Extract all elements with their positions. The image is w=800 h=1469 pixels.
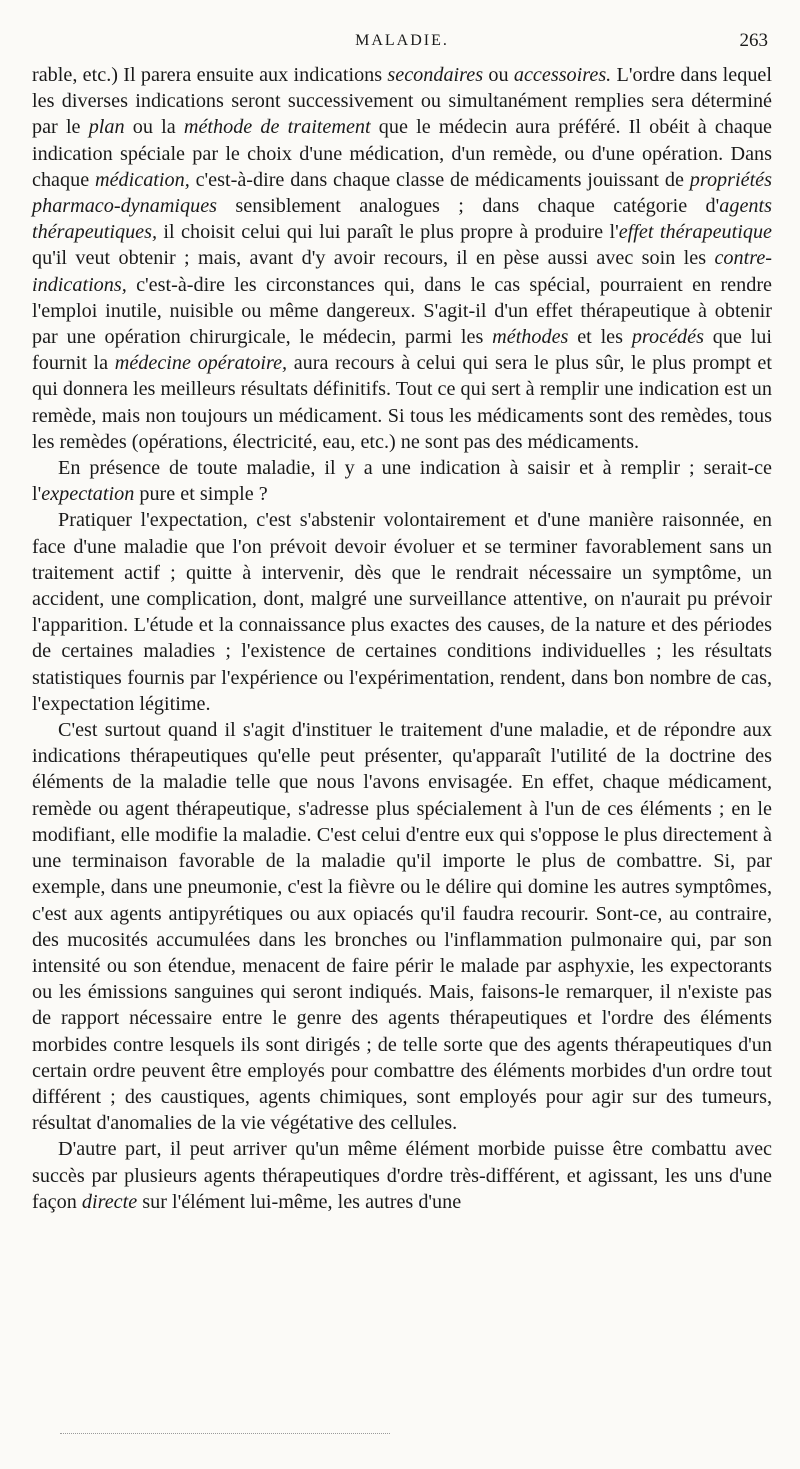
text-run: C'est surtout quand il s'agit d'instituer le traitement d'une maladie, et de répondre aux indications thérapeutiques qu'elle peut présenter, qu'apparaît l'utilité de la doctrine des éléments de la maladie telle que nous l'avons envisagée. En effet, chaque médicament, remède ou agent thérapeutique, s'adresse plus spécialement à l'un de ces éléments ; en le modifiant, elle modifie la maladie. C'est celui d'entre eux qui s'oppose le plus directement à une terminaison favorable de la maladie qu'il importe le plus de combattre. Si, par exemple, dans une pneumonie, c'est la fièvre ou le délire qui domine les autres symptômes, c'est aux agents antipyrétiques ou aux opiacés qu'il faudra recourir. Sont-ce, au contraire, des mucosités accumulées dans les bronches ou l'inflammation pulmonaire qui, par son intensité ou son étendue, menacent de faire périr le malade par asphyxie, les expectorants ou les émissions sanguines qui seront indiqués. Mais, faisons-le remarquer, il n'existe pas de rapport nécessaire entre le genre des agents thérapeutiques et l'ordre des éléments morbides contre lesquels ils sont dirigés ; de telle sorte que des agents thérapeutiques d'un certain ordre peuvent être employés pour combattre des éléments morbides d'un ordre tout différent ; des caustiques, agents chimiques, sont employés pour agir sur des tumeurs, résultat d'anomalies de la vie végétative des cellules. xyxy=(32,719,772,1135)
text-run: D'autre part, il peut arriver qu'un même élément morbide puisse être combattu avec succès par plusieurs agents thérapeutiques d'ordre très-différent, et agissant, les uns d'une façon xyxy=(32,1138,772,1213)
page-number: 263 xyxy=(739,30,768,51)
footer-rule xyxy=(60,1433,390,1434)
italic-text: accessoires. xyxy=(513,64,612,86)
paragraph xyxy=(32,507,772,717)
text-run: pure et simple ? xyxy=(134,483,268,506)
text-run: qu'il veut obtenir ; mais, avant d'y avoir recours, il en pèse aussi avec soin les xyxy=(32,247,715,270)
paragraph xyxy=(32,455,772,507)
italic-text: méthodes xyxy=(492,326,569,349)
body-text xyxy=(32,62,772,1215)
italic-text: procédés xyxy=(631,326,704,349)
text-run: aura recours à celui qui sera le plus sûr, le plus prompt et qui donnera les meilleurs résultats définitifs. Tout ce qui sert à remplir une indication est un remède, mais non toujours un médicament. Si tous les médicaments sont des remèdes, tous les remèdes (opérations, électricité, eau, etc.) ne sont pas des médicaments. xyxy=(32,352,772,453)
text-run: ou la xyxy=(124,116,184,139)
paragraph xyxy=(32,62,772,455)
paragraph xyxy=(32,717,772,1136)
text-run: rable, etc.) Il parera ensuite aux indications xyxy=(32,64,388,86)
running-title: MALADIE. xyxy=(355,32,449,49)
italic-text: plan xyxy=(88,116,125,139)
italic-text: agents thérapeutiques, xyxy=(32,195,772,244)
italic-text: directe xyxy=(81,1190,138,1213)
book-page xyxy=(32,0,772,1469)
text-run: En présence de toute maladie, il y a une indication à saisir et à remplir ; serait-ce l' xyxy=(32,457,772,506)
text-run: il choisit celui qui lui paraît le plus propre à produire l' xyxy=(157,221,619,244)
paragraph xyxy=(32,1136,772,1215)
italic-text: secondaires xyxy=(387,64,484,86)
text-run: que lui fournit la xyxy=(32,326,772,375)
italic-text: médication, xyxy=(95,168,190,191)
text-run: sensiblement analogues ; dans chaque catégorie d' xyxy=(217,195,720,218)
page-header xyxy=(32,30,772,54)
text-run: c'est-à-dire les circonstances qui, dans le cas spécial, pourraient en rendre l'emploi inutile, nuisible ou même dangereux. S'agit-il d'un effet thérapeutique à obtenir par une opération chirurgicale, le médecin, parmi les xyxy=(32,273,772,349)
text-run: Pratiquer l'expectation, c'est s'abstenir volontairement et d'une manière raisonnée, en face d'une maladie que l'on prévoit devoir évoluer et se terminer favorablement sans un traitement actif ; quitte à intervenir, dès que le rendrait nécessaire un symptôme, un accident, une complication, dont, malgré une surveillance attentive, on n'aurait pu prévoir l'apparition. L'étude et la connaissance plus exactes des causes, de la nature et des périodes de certaines maladies ; l'existence de certaines conditions individuelles ; les résultats statistiques fournis par l'expérience ou l'expérimentation, rendent, dans bon nombre de cas, l'expectation légitime. xyxy=(32,509,772,715)
text-run: que le médecin aura préféré. Il obéit à chaque indication spéciale par le choix d'une médication, d'un remède, ou d'une opération. Dans chaque xyxy=(32,116,772,191)
text-run: ou xyxy=(483,64,514,86)
italic-text: méthode de traitement xyxy=(183,116,371,139)
italic-text: contre-indications, xyxy=(32,247,772,296)
text-run: c'est-à-dire dans chaque classe de médicaments jouissant de xyxy=(189,168,690,191)
text-run: et les xyxy=(568,326,632,349)
italic-text: effet thérapeutique xyxy=(618,221,772,244)
italic-text: expectation xyxy=(41,483,135,506)
italic-text: propriétés pharmaco-dynamiques xyxy=(32,168,772,218)
text-run: L'ordre dans lequel les diverses indications seront successivement ou simultanément remplies sera déterminé par le xyxy=(32,64,773,139)
italic-text: médecine opératoire, xyxy=(114,352,288,375)
text-run: sur l'élément lui-même, les autres d'une xyxy=(137,1190,462,1213)
